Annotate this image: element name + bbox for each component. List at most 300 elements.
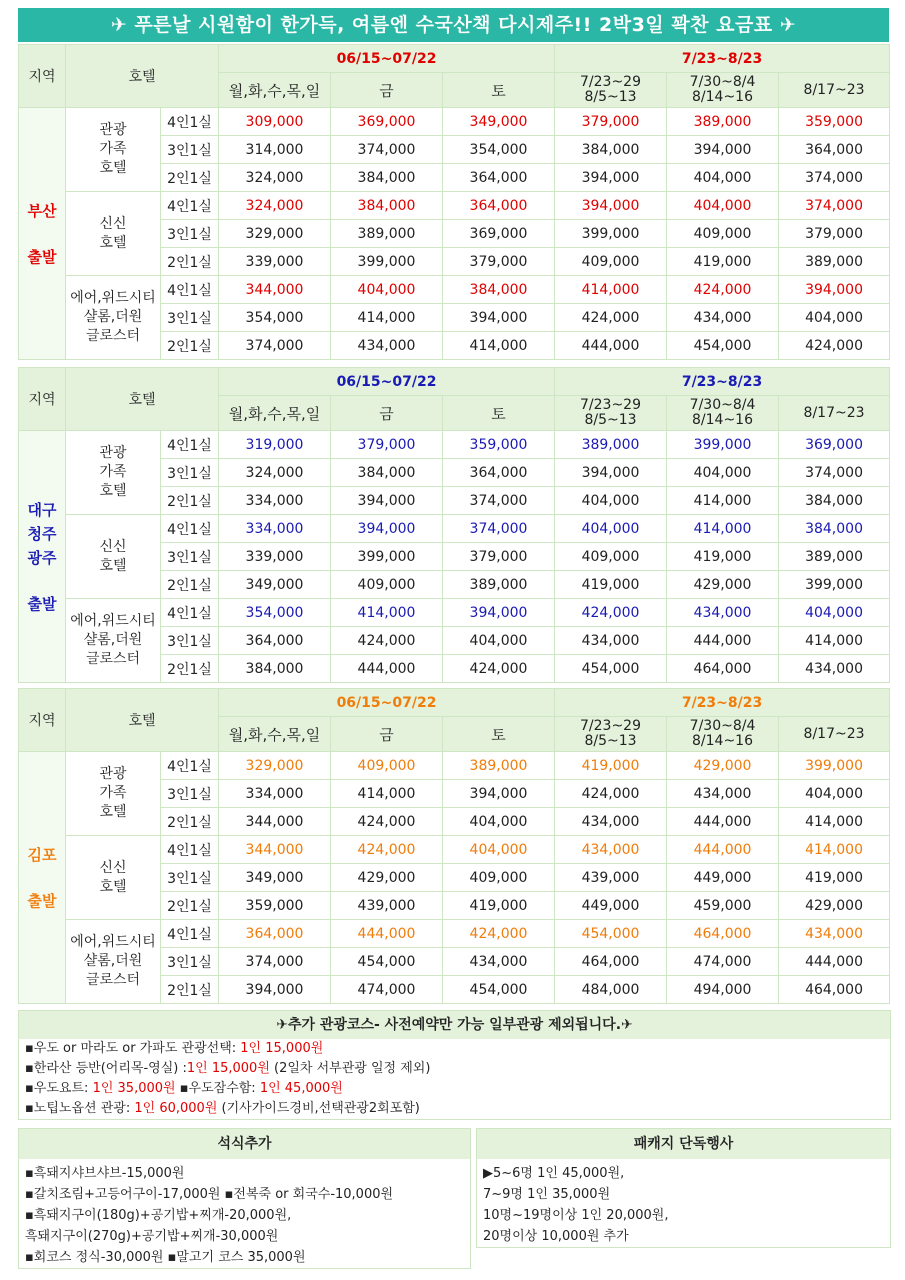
- date-range-header-b: [667, 73, 779, 108]
- price-cell: 404,000: [443, 836, 555, 864]
- room-type: 3인1실: [161, 780, 219, 808]
- day-header-fri: 금: [331, 73, 443, 108]
- region-name-line: 출발: [27, 247, 57, 266]
- hotel-header: 호텔: [66, 368, 219, 431]
- price-cell: 319,000: [219, 431, 331, 459]
- extra-tour-item: [19, 1039, 890, 1059]
- hotel-header: 호텔: [66, 689, 219, 752]
- price-cell: 394,000: [331, 515, 443, 543]
- extra-tour-title: ✈추가 관광코스- 사전예약만 가능 일부관광 제외됩니다.✈: [19, 1011, 890, 1039]
- price-cell: 419,000: [443, 892, 555, 920]
- price-cell: 394,000: [331, 487, 443, 515]
- price-cell: 434,000: [667, 780, 779, 808]
- price-cell: 394,000: [219, 976, 331, 1004]
- price-cell: 449,000: [667, 864, 779, 892]
- price-cell: 364,000: [219, 920, 331, 948]
- dinner-addon-title: 석식추가: [19, 1129, 470, 1159]
- room-type: 2인1실: [161, 248, 219, 276]
- extra-tour-text: ▪우도 or 마라도 or 가파도 관광선택:: [25, 1041, 241, 1056]
- table-row: [19, 192, 890, 220]
- price-cell: 434,000: [331, 332, 443, 360]
- price-cell: 414,000: [331, 304, 443, 332]
- day-header-weekday: 월,화,수,목,일: [219, 73, 331, 108]
- price-cell: 394,000: [779, 276, 890, 304]
- price-cell: 424,000: [331, 836, 443, 864]
- price-cell: 444,000: [779, 948, 890, 976]
- price-cell: 344,000: [219, 808, 331, 836]
- price-cell: 324,000: [219, 192, 331, 220]
- price-cell: 384,000: [219, 655, 331, 683]
- price-cell: 364,000: [779, 136, 890, 164]
- price-cell: 404,000: [555, 515, 667, 543]
- day-header-sat: 토: [443, 717, 555, 752]
- date-range-line: 7/23~29: [580, 718, 641, 734]
- price-cell: 434,000: [667, 304, 779, 332]
- price-cell: 389,000: [779, 543, 890, 571]
- price-cell: 394,000: [555, 164, 667, 192]
- room-type: 3인1실: [161, 864, 219, 892]
- price-cell: 444,000: [331, 920, 443, 948]
- hotel-name: [66, 515, 161, 599]
- date-range-line: 7/30~8/4: [689, 718, 756, 734]
- hotel-name-line: 에어,위드시티: [70, 934, 156, 950]
- price-cell: 409,000: [331, 571, 443, 599]
- dinner-addon-item: 흑돼지구이(270g)+공기밥+찌개-30,000원: [25, 1229, 279, 1244]
- price-cell: 324,000: [219, 459, 331, 487]
- price-cell: 374,000: [443, 515, 555, 543]
- hotel-name-line: 신신: [99, 538, 127, 555]
- extra-tour-note: ▪우도잠수함:: [175, 1081, 260, 1096]
- room-type: 4인1실: [161, 192, 219, 220]
- period-header-2: 7/23~8/23: [555, 368, 890, 396]
- room-type: 3인1실: [161, 459, 219, 487]
- room-type: 3인1실: [161, 948, 219, 976]
- price-cell: 419,000: [667, 248, 779, 276]
- rate-table: [18, 367, 890, 683]
- date-range-header-b: [667, 396, 779, 431]
- price-cell: 399,000: [667, 431, 779, 459]
- price-cell: 434,000: [555, 836, 667, 864]
- price-cell: 444,000: [667, 836, 779, 864]
- region-header: 지역: [19, 689, 66, 752]
- price-cell: 389,000: [331, 220, 443, 248]
- room-type: 2인1실: [161, 892, 219, 920]
- region-name-line: 청주: [27, 524, 57, 543]
- price-cell: 349,000: [219, 864, 331, 892]
- price-cell: 414,000: [443, 332, 555, 360]
- price-cell: 314,000: [219, 136, 331, 164]
- price-cell: 429,000: [779, 892, 890, 920]
- hotel-name-line: 에어,위드시티: [70, 613, 156, 629]
- price-cell: 464,000: [667, 920, 779, 948]
- price-cell: 399,000: [331, 248, 443, 276]
- hotel-name-line: 글로스터: [85, 328, 141, 344]
- price-cell: 464,000: [667, 655, 779, 683]
- period-header-2: 7/23~8/23: [555, 689, 890, 717]
- price-cell: 364,000: [443, 164, 555, 192]
- date-range-line: 8/14~16: [692, 89, 753, 105]
- price-cell: 344,000: [219, 836, 331, 864]
- price-cell: 399,000: [779, 752, 890, 780]
- package-item: 10명~19명이상 1인 20,000원,: [483, 1208, 669, 1223]
- day-header-weekday: 월,화,수,목,일: [219, 396, 331, 431]
- extra-tour-price: 1인 15,000원: [186, 1061, 270, 1076]
- price-cell: 394,000: [443, 304, 555, 332]
- price-cell: 404,000: [555, 487, 667, 515]
- hotel-name-line: 샬롬,더원: [83, 309, 143, 325]
- room-type: 3인1실: [161, 627, 219, 655]
- hotel-name-line: 관광: [99, 445, 127, 461]
- extra-tour-text: ▪한라산 등반(어리목-영실) :: [25, 1061, 187, 1076]
- price-cell: 414,000: [779, 836, 890, 864]
- date-range-header-c: 8/17~23: [779, 73, 890, 108]
- room-type: 4인1실: [161, 431, 219, 459]
- period-header-1: 06/15~07/22: [219, 368, 555, 396]
- hotel-name-line: 호텔: [99, 160, 127, 176]
- price-cell: 404,000: [667, 164, 779, 192]
- price-cell: 394,000: [443, 599, 555, 627]
- hotel-name: [66, 920, 161, 1004]
- region-name-line: [19, 570, 65, 592]
- hotel-name-line: 호텔: [99, 878, 127, 895]
- hotel-name-line: 에어,위드시티: [70, 290, 156, 306]
- hotel-name-line: 관광: [99, 122, 127, 138]
- day-header-fri: 금: [331, 396, 443, 431]
- price-cell: 359,000: [779, 108, 890, 136]
- table-row: [19, 108, 890, 136]
- date-range-header-b: [667, 717, 779, 752]
- extra-tour-note: (기사가이드경비,선택관광2회포함): [217, 1101, 420, 1116]
- price-cell: 434,000: [555, 808, 667, 836]
- price-cell: 384,000: [779, 487, 890, 515]
- table-row: [19, 599, 890, 627]
- package-item: 20명이상 10,000원 추가: [483, 1229, 629, 1244]
- price-cell: 424,000: [555, 599, 667, 627]
- price-cell: 404,000: [667, 459, 779, 487]
- rate-table-region-3: [18, 688, 889, 1004]
- extra-tour-text: ▪노팁노옵션 관광:: [25, 1101, 135, 1116]
- price-cell: 404,000: [667, 192, 779, 220]
- hotel-name: [66, 431, 161, 515]
- price-cell: 424,000: [331, 808, 443, 836]
- hotel-name-line: 글로스터: [85, 972, 141, 988]
- extra-tour-note: (2일차 서부관광 일정 제외): [269, 1061, 431, 1076]
- hotel-name: [66, 599, 161, 683]
- price-cell: 424,000: [555, 304, 667, 332]
- day-header-sat: 토: [443, 396, 555, 431]
- hotel-name-line: 호텔: [99, 483, 127, 499]
- price-cell: 399,000: [555, 220, 667, 248]
- price-cell: 429,000: [331, 864, 443, 892]
- price-cell: 459,000: [667, 892, 779, 920]
- package-item: 7~9명 1인 35,000원: [483, 1187, 611, 1202]
- rate-table-region-1: [18, 44, 889, 360]
- price-cell: 384,000: [555, 136, 667, 164]
- price-cell: 474,000: [331, 976, 443, 1004]
- price-cell: 424,000: [555, 780, 667, 808]
- day-header-sat: 토: [443, 73, 555, 108]
- price-cell: 379,000: [331, 431, 443, 459]
- price-cell: 394,000: [555, 459, 667, 487]
- hotel-name-line: 호텔: [99, 234, 127, 251]
- room-type: 4인1실: [161, 752, 219, 780]
- price-cell: 424,000: [443, 655, 555, 683]
- hotel-name: [66, 192, 161, 276]
- room-type: 4인1실: [161, 836, 219, 864]
- price-cell: 354,000: [443, 136, 555, 164]
- region-header: 지역: [19, 45, 66, 108]
- price-cell: 404,000: [779, 599, 890, 627]
- period-header-2: 7/23~8/23: [555, 45, 890, 73]
- room-type: 4인1실: [161, 599, 219, 627]
- date-range-line: 8/5~13: [584, 89, 637, 105]
- rate-table-region-2: [18, 367, 889, 683]
- price-cell: 424,000: [779, 332, 890, 360]
- price-cell: 439,000: [331, 892, 443, 920]
- extra-tour-price: 1인 60,000원: [134, 1101, 218, 1116]
- extra-tour-item: [19, 1099, 890, 1119]
- room-type: 3인1실: [161, 304, 219, 332]
- price-cell: 364,000: [219, 627, 331, 655]
- package-section: [476, 1128, 891, 1248]
- price-cell: 424,000: [331, 627, 443, 655]
- price-cell: 414,000: [331, 599, 443, 627]
- room-type: 2인1실: [161, 571, 219, 599]
- rate-table: [18, 688, 890, 1004]
- hotel-name: [66, 108, 161, 192]
- price-cell: 454,000: [443, 976, 555, 1004]
- price-cell: 404,000: [331, 276, 443, 304]
- hotel-name-line: 가족: [99, 785, 127, 801]
- hotel-name-line: 신신: [99, 215, 127, 232]
- price-cell: 464,000: [555, 948, 667, 976]
- table-row: [19, 515, 890, 543]
- price-cell: 359,000: [443, 431, 555, 459]
- price-cell: 429,000: [667, 752, 779, 780]
- page-banner: ✈ 푸른날 시원함이 한가득, 여름엔 수국산책 다시제주!! 2박3일 꽉찬 요금표 ✈: [18, 8, 889, 42]
- price-cell: 384,000: [779, 515, 890, 543]
- extra-tour-price: 1인 15,000원: [240, 1041, 324, 1056]
- room-type: 2인1실: [161, 655, 219, 683]
- price-cell: 399,000: [779, 571, 890, 599]
- price-cell: 374,000: [443, 487, 555, 515]
- extra-tour-text: ▪우도요트:: [25, 1081, 93, 1096]
- hotel-header: 호텔: [66, 45, 219, 108]
- hotel-name-line: 샬롬,더원: [83, 953, 143, 969]
- price-cell: 389,000: [443, 571, 555, 599]
- date-range-header-c: 8/17~23: [779, 396, 890, 431]
- price-cell: 409,000: [667, 220, 779, 248]
- price-cell: 409,000: [555, 543, 667, 571]
- price-cell: 429,000: [667, 571, 779, 599]
- price-cell: 414,000: [667, 487, 779, 515]
- dinner-addon-section: [18, 1128, 471, 1269]
- region-name-line: [19, 867, 65, 889]
- price-cell: 439,000: [555, 864, 667, 892]
- price-cell: 374,000: [219, 332, 331, 360]
- extra-tour-section: [18, 1010, 891, 1120]
- date-range-header-a: [555, 73, 667, 108]
- price-cell: 414,000: [667, 515, 779, 543]
- price-cell: 379,000: [443, 248, 555, 276]
- price-cell: 389,000: [779, 248, 890, 276]
- price-cell: 419,000: [779, 864, 890, 892]
- hotel-name-line: 글로스터: [85, 651, 141, 667]
- price-cell: 374,000: [779, 459, 890, 487]
- price-cell: 419,000: [555, 571, 667, 599]
- price-cell: 354,000: [219, 599, 331, 627]
- table-row: [19, 431, 890, 459]
- price-cell: 334,000: [219, 487, 331, 515]
- room-type: 4인1실: [161, 515, 219, 543]
- region-name-line: [19, 223, 65, 245]
- region-name-line: 출발: [27, 594, 57, 613]
- price-cell: 454,000: [331, 948, 443, 976]
- price-cell: 409,000: [555, 248, 667, 276]
- price-cell: 454,000: [667, 332, 779, 360]
- price-cell: 444,000: [667, 627, 779, 655]
- price-cell: 379,000: [555, 108, 667, 136]
- price-cell: 339,000: [219, 248, 331, 276]
- price-cell: 394,000: [667, 136, 779, 164]
- price-cell: 484,000: [555, 976, 667, 1004]
- price-cell: 309,000: [219, 108, 331, 136]
- price-cell: 394,000: [443, 780, 555, 808]
- hotel-name: [66, 752, 161, 836]
- region-name-line: 부산: [27, 201, 57, 220]
- price-cell: 394,000: [555, 192, 667, 220]
- price-cell: 414,000: [779, 808, 890, 836]
- region-label: [19, 431, 66, 683]
- extra-tour-item: [19, 1079, 890, 1099]
- price-cell: 389,000: [555, 431, 667, 459]
- price-cell: 409,000: [443, 864, 555, 892]
- price-cell: 384,000: [443, 276, 555, 304]
- hotel-name-line: 신신: [99, 859, 127, 876]
- rate-table: [18, 44, 890, 360]
- price-cell: 349,000: [219, 571, 331, 599]
- date-range-line: 8/14~16: [692, 733, 753, 749]
- price-cell: 374,000: [219, 948, 331, 976]
- price-cell: 364,000: [443, 192, 555, 220]
- period-header-1: 06/15~07/22: [219, 45, 555, 73]
- price-cell: 414,000: [331, 780, 443, 808]
- price-cell: 384,000: [331, 459, 443, 487]
- price-cell: 419,000: [555, 752, 667, 780]
- price-cell: 329,000: [219, 220, 331, 248]
- dinner-addon-item: ▪흑돼지샤브샤브-15,000원: [25, 1166, 185, 1181]
- hotel-name: [66, 836, 161, 920]
- price-cell: 424,000: [443, 920, 555, 948]
- price-cell: 374,000: [779, 164, 890, 192]
- date-range-header-c: 8/17~23: [779, 717, 890, 752]
- date-range-line: 7/23~29: [580, 74, 641, 90]
- price-cell: 364,000: [443, 459, 555, 487]
- price-cell: 474,000: [667, 948, 779, 976]
- date-range-line: 8/5~13: [584, 733, 637, 749]
- room-type: 2인1실: [161, 487, 219, 515]
- room-type: 3인1실: [161, 543, 219, 571]
- region-name-line: 출발: [27, 891, 57, 910]
- price-cell: 334,000: [219, 515, 331, 543]
- price-cell: 454,000: [555, 655, 667, 683]
- extra-tour-price: 1인 35,000원: [92, 1081, 176, 1096]
- price-cell: 399,000: [331, 543, 443, 571]
- price-cell: 414,000: [555, 276, 667, 304]
- price-cell: 444,000: [555, 332, 667, 360]
- price-cell: 384,000: [331, 164, 443, 192]
- hotel-name-line: 관광: [99, 766, 127, 782]
- price-cell: 414,000: [779, 627, 890, 655]
- hotel-name-line: 샬롬,더원: [83, 632, 143, 648]
- period-header-1: 06/15~07/22: [219, 689, 555, 717]
- price-cell: 359,000: [219, 892, 331, 920]
- table-row: [19, 836, 890, 864]
- price-cell: 384,000: [331, 192, 443, 220]
- price-cell: 339,000: [219, 543, 331, 571]
- date-range-header-a: [555, 717, 667, 752]
- date-range-line: 7/30~8/4: [689, 397, 756, 413]
- date-range-line: 8/14~16: [692, 412, 753, 428]
- price-cell: 344,000: [219, 276, 331, 304]
- price-cell: 404,000: [443, 808, 555, 836]
- day-header-fri: 금: [331, 717, 443, 752]
- day-header-weekday: 월,화,수,목,일: [219, 717, 331, 752]
- price-cell: 404,000: [779, 780, 890, 808]
- room-type: 4인1실: [161, 108, 219, 136]
- room-type: 4인1실: [161, 276, 219, 304]
- hotel-name-line: 호텔: [99, 804, 127, 820]
- price-cell: 434,000: [667, 599, 779, 627]
- room-type: 3인1실: [161, 220, 219, 248]
- hotel-name-line: 호텔: [99, 557, 127, 574]
- price-cell: 369,000: [331, 108, 443, 136]
- region-name-line: 광주: [27, 548, 57, 567]
- price-cell: 404,000: [779, 304, 890, 332]
- date-range-line: 7/30~8/4: [689, 74, 756, 90]
- price-cell: 354,000: [219, 304, 331, 332]
- dinner-addon-item: ▪회코스 정식-30,000원 ▪말고기 코스 35,000원: [25, 1250, 306, 1265]
- price-cell: 379,000: [779, 220, 890, 248]
- hotel-name: [66, 276, 161, 360]
- region-name-line: 김포: [27, 845, 57, 864]
- price-cell: 444,000: [331, 655, 443, 683]
- region-label: [19, 752, 66, 1004]
- price-cell: 329,000: [219, 752, 331, 780]
- table-row: [19, 752, 890, 780]
- price-cell: 409,000: [331, 752, 443, 780]
- region-header: 지역: [19, 368, 66, 431]
- table-row: [19, 920, 890, 948]
- price-cell: 389,000: [667, 108, 779, 136]
- price-cell: 374,000: [779, 192, 890, 220]
- date-range-line: 7/23~29: [580, 397, 641, 413]
- hotel-name-line: 가족: [99, 141, 127, 157]
- dinner-addon-item: ▪흑돼지구이(180g)+공기밥+찌개-20,000원,: [25, 1208, 292, 1223]
- price-cell: 324,000: [219, 164, 331, 192]
- price-cell: 494,000: [667, 976, 779, 1004]
- room-type: 3인1실: [161, 136, 219, 164]
- table-row: [19, 276, 890, 304]
- room-type: 2인1실: [161, 164, 219, 192]
- package-title: 패캐지 단독행사: [477, 1129, 890, 1159]
- room-type: 2인1실: [161, 976, 219, 1004]
- price-cell: 449,000: [555, 892, 667, 920]
- price-cell: 419,000: [667, 543, 779, 571]
- price-cell: 374,000: [331, 136, 443, 164]
- price-cell: 349,000: [443, 108, 555, 136]
- price-cell: 369,000: [443, 220, 555, 248]
